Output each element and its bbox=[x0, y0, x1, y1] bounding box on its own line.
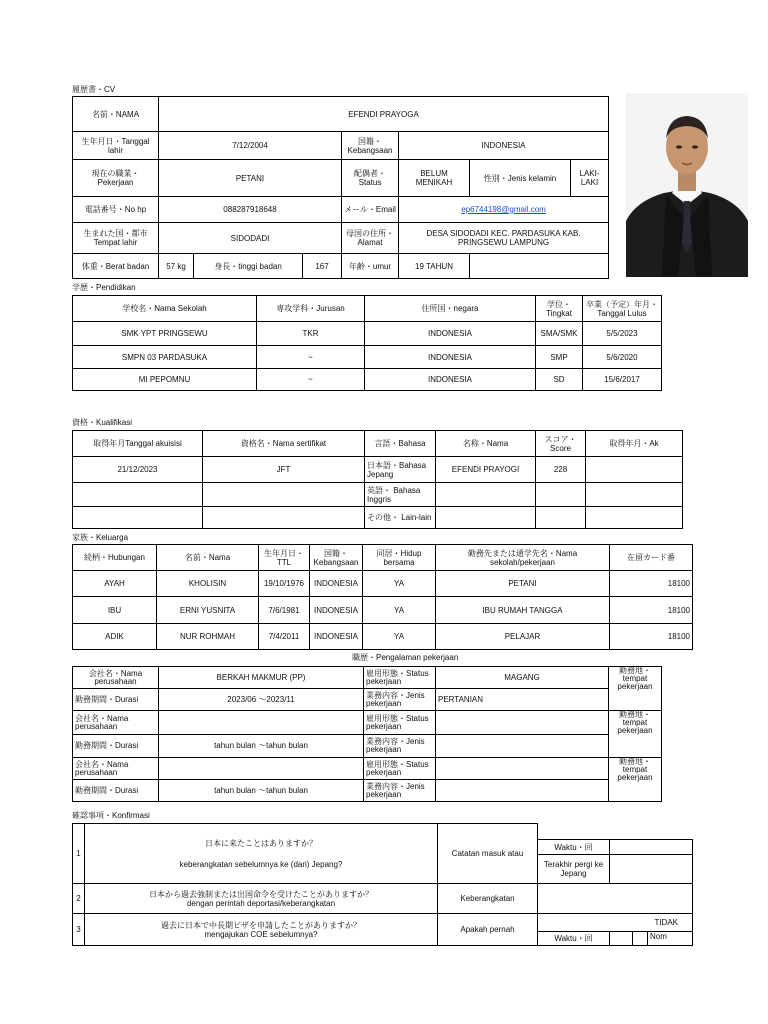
dob-value: 7/12/2004 bbox=[159, 132, 342, 160]
height-value: 167 bbox=[303, 254, 342, 279]
content-label: 業務内容・Jenis pekerjaan bbox=[364, 735, 436, 758]
status-label: 雇用形態・Status pekerjaan bbox=[364, 711, 436, 735]
table-row bbox=[73, 507, 683, 529]
qualification-header: 取得年月Tanggal akuisisi bbox=[73, 431, 203, 457]
education-header: 卒業（予定）年月・Tanggal Lulus bbox=[583, 296, 662, 322]
birth-date: 19/10/1976 bbox=[259, 571, 310, 597]
dob-label: 生年月日・Tanggal lahir bbox=[73, 132, 159, 160]
duration-value: tahun bulan ～tahun bulan bbox=[159, 735, 364, 758]
education-header: 学位・Tingkat bbox=[536, 296, 583, 322]
language: 英語・ Bahasa Inggris bbox=[365, 483, 436, 507]
score: 228 bbox=[536, 457, 586, 483]
table-row bbox=[73, 457, 683, 483]
number-label: Nom bbox=[648, 932, 693, 946]
location-label: 勤務地・tempat pekerjaan bbox=[609, 667, 662, 711]
employment-status: MAGANG bbox=[436, 667, 609, 689]
school-name: SMPN 03 PARDASUKA bbox=[73, 346, 257, 369]
nationality-label: 国籍・Kebangsaan bbox=[342, 132, 399, 160]
education-section-title: 学歴・Pendidikan bbox=[72, 283, 136, 292]
address-label: 母国の住所・Alamat bbox=[342, 223, 399, 254]
nationality: INDONESIA bbox=[310, 597, 363, 624]
name-label: 名前・NAMA bbox=[73, 97, 159, 132]
living-together: YA bbox=[363, 571, 436, 597]
question-3-id: mengajukan COE sebelumnya? bbox=[204, 929, 318, 939]
company-label: 会社名・Nama perusahaan bbox=[73, 758, 159, 780]
duration-value: 2023/06 ～2023/11 bbox=[159, 689, 364, 711]
person-photo-icon bbox=[626, 93, 748, 277]
job-value: PETANI bbox=[159, 160, 342, 197]
certificate-name: JFT bbox=[203, 457, 365, 483]
table-row bbox=[73, 624, 693, 650]
nationality: INDONESIA bbox=[310, 624, 363, 650]
table-row bbox=[73, 597, 693, 624]
confirmation-table bbox=[72, 823, 693, 946]
language: その他・ Lain-lain bbox=[365, 507, 436, 529]
question-3-jp: 過去に日本で中長期ビザを申請したことがありますか？ bbox=[161, 920, 361, 930]
question-1-jp: 日本に来たことはありますか？ bbox=[205, 838, 317, 848]
name-value: EFENDI PRAYOGA bbox=[159, 97, 609, 132]
email-link[interactable]: ep6744198@gmail.com bbox=[461, 205, 546, 214]
graduation-date: 5/6/2020 bbox=[583, 346, 662, 369]
duration-label: 勤務期間・Durasi bbox=[73, 735, 159, 758]
table-row bbox=[73, 483, 683, 507]
education-header: 学校名・Nama Sekolah bbox=[73, 296, 257, 322]
member-name: ERNI YUSNITA bbox=[157, 597, 259, 624]
relation: IBU bbox=[73, 597, 157, 624]
profile-photo bbox=[626, 93, 748, 277]
birthplace-label: 生まれた国・都市 Tempat lahir bbox=[73, 223, 159, 254]
member-name: KHOLISIN bbox=[157, 571, 259, 597]
question-1-id: keberangkatan sebelumnya ke (dari) Jepang? bbox=[179, 859, 343, 869]
question-3-side: Apakah pernah bbox=[438, 914, 538, 946]
cv-table bbox=[72, 96, 609, 279]
holder-name: EFENDI PRAYOGI bbox=[436, 457, 536, 483]
times-label: Waktu・回 bbox=[538, 840, 610, 855]
table-row bbox=[73, 369, 662, 391]
times-label: Waktu・回 bbox=[538, 932, 610, 946]
table-row bbox=[73, 571, 693, 597]
status-label: 雇用形態・Status pekerjaan bbox=[364, 758, 436, 780]
table-row bbox=[73, 322, 662, 346]
duration-label: 勤務期間・Durasi bbox=[73, 780, 159, 802]
work-table bbox=[72, 666, 662, 802]
question-3 bbox=[85, 914, 438, 946]
education-table bbox=[72, 295, 662, 391]
job-content: PERTANIAN bbox=[436, 689, 609, 711]
age-label: 年齢・umur bbox=[342, 254, 399, 279]
qualification-header: 取得年月・Ak bbox=[586, 431, 683, 457]
occupation: PELAJAR bbox=[436, 624, 610, 650]
duration-value: tahun bulan ～tahun bulan bbox=[159, 780, 364, 802]
content-label: 業務内容・Jenis pekerjaan bbox=[364, 780, 436, 802]
question-2-jp: 日本から過去強制または出国命令を受けたことがありますか？ bbox=[149, 889, 373, 899]
email-label: メール・Email bbox=[342, 197, 399, 223]
qualification-header: 資格名・Nama sertifikat bbox=[203, 431, 365, 457]
height-label: 身長・tinggi badan bbox=[194, 254, 303, 279]
residence-card-no: 18100 bbox=[610, 571, 693, 597]
phone-label: 電話番号・No hp bbox=[73, 197, 159, 223]
major: ~ bbox=[257, 369, 365, 391]
nationality: INDONESIA bbox=[310, 571, 363, 597]
duration-label: 勤務期間・Durasi bbox=[73, 689, 159, 711]
family-header: 名前・Nama bbox=[157, 545, 259, 571]
occupation: PETANI bbox=[436, 571, 610, 597]
family-table bbox=[72, 544, 693, 650]
living-together: YA bbox=[363, 597, 436, 624]
weight-value: 57 kg bbox=[159, 254, 194, 279]
family-header: 生年月日・TTL bbox=[259, 545, 310, 571]
question-2-side: Keberangkatan bbox=[438, 884, 538, 914]
phone-value: 088287918648 bbox=[159, 197, 342, 223]
work-section-title: 職歴・Pengalaman pekerjaan bbox=[352, 653, 459, 662]
spouse-label: 配偶者・Status bbox=[342, 160, 399, 197]
country: INDONESIA bbox=[365, 346, 536, 369]
graduation-date: 5/5/2023 bbox=[583, 322, 662, 346]
question-1-side: Catatan masuk atau bbox=[438, 824, 538, 884]
location-label: 勤務地・tempat pekerjaan bbox=[609, 758, 662, 802]
education-header: 住所国・negara bbox=[365, 296, 536, 322]
family-header: 勤務先または通学先名・Nama sekolah/pekerjaan bbox=[436, 545, 610, 571]
content-label: 業務内容・Jenis pekerjaan bbox=[364, 689, 436, 711]
relation: ADIK bbox=[73, 624, 157, 650]
company-label: 会社名・Nama perusahaan bbox=[73, 711, 159, 735]
language: 日本語・Bahasa Jepang bbox=[365, 457, 436, 483]
spouse-value: BELUM MENIKAH bbox=[399, 160, 470, 197]
location-label: 勤務地・tempat pekerjaan bbox=[609, 711, 662, 758]
qualification-header: 言語・Bahasa bbox=[365, 431, 436, 457]
job-label: 現在の職業・Pekerjaan bbox=[73, 160, 159, 197]
question-number: 3 bbox=[73, 914, 85, 946]
family-header: 同居・Hidup bersama bbox=[363, 545, 436, 571]
nationality-value: INDONESIA bbox=[399, 132, 609, 160]
level: SMA/SMK bbox=[536, 322, 583, 346]
country: INDONESIA bbox=[365, 322, 536, 346]
table-row bbox=[73, 346, 662, 369]
age-value: 19 TAHUN bbox=[399, 254, 470, 279]
birth-date: 7/4/2011 bbox=[259, 624, 310, 650]
family-header: 国籍・Kebangsaan bbox=[310, 545, 363, 571]
country: INDONESIA bbox=[365, 369, 536, 391]
question-2-id: dengan perintah deportasi/keberangkatan bbox=[186, 898, 336, 908]
major: ~ bbox=[257, 346, 365, 369]
qualification-header: スコア・Score bbox=[536, 431, 586, 457]
question-number: 1 bbox=[73, 824, 85, 884]
address-value: DESA SIDODADI KEC. PARDASUKA KAB. PRINGSEWU LAMPUNG bbox=[399, 223, 609, 254]
member-name: NUR ROHMAH bbox=[157, 624, 259, 650]
family-header: 続柄・Hubungan bbox=[73, 545, 157, 571]
occupation: IBU RUMAH TANGGA bbox=[436, 597, 610, 624]
family-section-title: 家族・Keluarga bbox=[72, 533, 129, 542]
last-trip-label: Terakhir pergi ke Jepang bbox=[538, 855, 610, 884]
level: SD bbox=[536, 369, 583, 391]
question-number: 2 bbox=[73, 884, 85, 914]
status-label: 雇用形態・Status pekerjaan bbox=[364, 667, 436, 689]
company-label: 会社名・Nama perusahaan bbox=[73, 667, 159, 689]
relation: AYAH bbox=[73, 571, 157, 597]
acquired-date: 21/12/2023 bbox=[73, 457, 203, 483]
major: TKR bbox=[257, 322, 365, 346]
family-header: 在留カード番 bbox=[610, 545, 693, 571]
confirmation-section-title: 確認事項・Konfirmasi bbox=[72, 811, 150, 820]
gender-label: 性別・Jenis kelamin bbox=[470, 160, 571, 197]
living-together: YA bbox=[363, 624, 436, 650]
company-name: BERKAH MAKMUR (PP) bbox=[159, 667, 364, 689]
school-name: MI PEPOMNU bbox=[73, 369, 257, 391]
school-name: SMK YPT PRINGSEWU bbox=[73, 322, 257, 346]
education-header: 専攻学科・Jurusan bbox=[257, 296, 365, 322]
level: SMP bbox=[536, 346, 583, 369]
qualification-table bbox=[72, 430, 683, 529]
birthplace-value: SIDODADI bbox=[159, 223, 342, 254]
qualification-header: 名称・Nama bbox=[436, 431, 536, 457]
question-2 bbox=[85, 884, 438, 914]
cv-section-title: 履歴書・CV bbox=[72, 85, 116, 94]
birth-date: 7/6/1981 bbox=[259, 597, 310, 624]
question-1 bbox=[85, 824, 438, 884]
residence-card-no: 18100 bbox=[610, 624, 693, 650]
qualification-section-title: 資格・Kualifikasi bbox=[72, 418, 133, 427]
gender-value: LAKI-LAKI bbox=[571, 160, 609, 197]
graduation-date: 15/6/2017 bbox=[583, 369, 662, 391]
residence-card-no: 18100 bbox=[610, 597, 693, 624]
question-3-answer: TIDAK bbox=[538, 914, 693, 932]
weight-label: 体重・Berat badan bbox=[73, 254, 159, 279]
